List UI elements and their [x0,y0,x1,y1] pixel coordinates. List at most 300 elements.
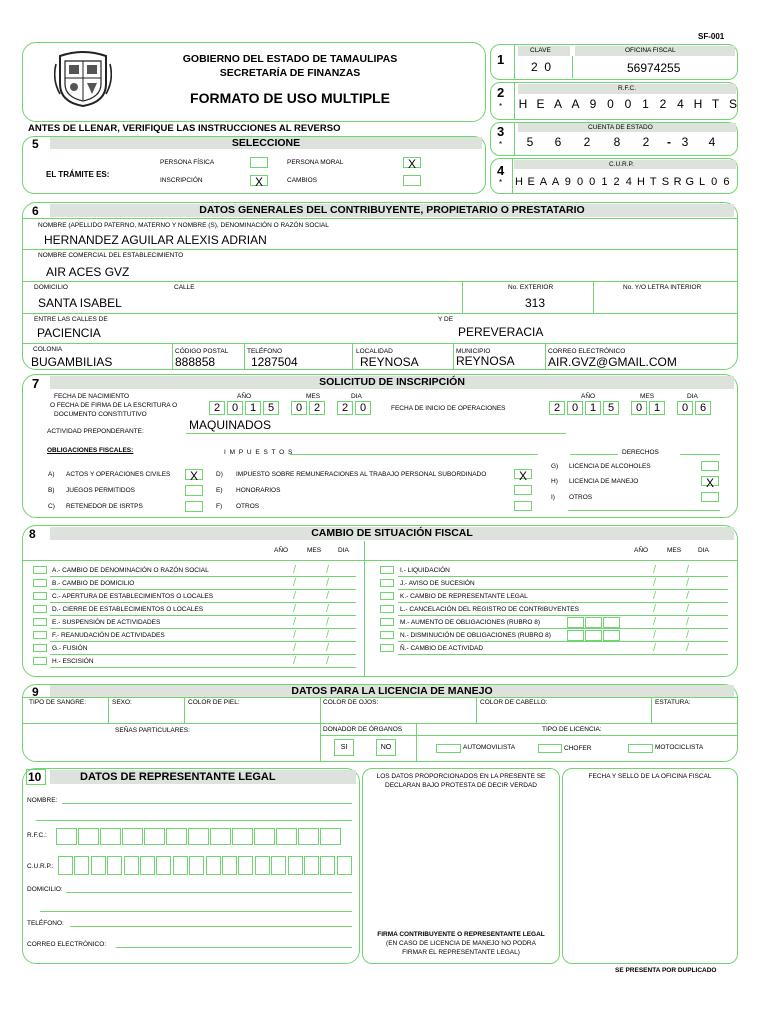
date-separator: / [686,603,690,615]
rfc-char[interactable]: H [518,97,528,111]
cambio-underline [50,602,356,603]
rfc-char[interactable]: A [553,97,562,111]
derecho-checkbox[interactable]: X [701,476,719,486]
rep-curp-cell[interactable] [222,856,237,875]
curp-char[interactable]: 0 [589,176,596,188]
rep-curp-cell[interactable] [206,856,221,875]
color-piel-label: COLOR DE PIEL: [188,699,240,706]
rep-rfc-cell[interactable] [232,828,253,845]
cuenta-estado-char[interactable]: 2 [642,135,650,149]
rubro-cell[interactable] [567,630,584,641]
date-separator: / [653,629,657,641]
rubro-cell[interactable] [567,617,584,628]
automovilista-checkbox[interactable] [436,744,461,753]
rfc-label: R.F.C. [618,85,637,92]
section-7-panel [22,374,738,518]
cambio-underline [50,654,356,655]
year-label: AÑO [274,547,289,554]
date-separator: / [653,603,657,615]
sexo-label: SEXO: [112,699,132,706]
date-digit-cell[interactable]: 2 [209,401,225,415]
rep-rfc-cell[interactable] [298,828,319,845]
rep-rfc-cell[interactable] [254,828,275,845]
rfc-char[interactable]: 4 [677,97,684,111]
exterior-value[interactable]: 313 [525,296,546,310]
rep-rfc-label: R.F.C.: [27,832,47,839]
date-separator: / [686,642,690,654]
date-separator: / [326,603,330,615]
cuenta-estado-char[interactable]: 8 [613,135,621,149]
cambio-checkbox[interactable] [33,605,47,613]
section-number: 5 [32,137,39,151]
obligation-letter: E) [216,487,223,494]
cambio-underline [50,628,356,629]
date-separator: / [686,629,690,641]
municipio-label: MUNICIPIO [456,348,491,355]
chofer-checkbox[interactable] [538,744,562,753]
required-mark: * [499,178,503,187]
firma-line-3: FIRMAR EL REPRESENTANTE LEGAL) [402,949,520,956]
derecho-label: LICENCIA DE MANEJO [569,478,639,485]
section-7-title: SOLICITUD DE INSCRIPCIÓN [319,376,465,388]
date-digit-cell[interactable]: 6 [695,401,711,415]
cambios-label: CAMBIOS [287,177,317,184]
entre-calles-label: ENTRE LAS CALLES DE [34,316,108,323]
rep-curp-cell[interactable] [124,856,139,875]
date-separator: / [326,590,330,602]
cambio-underline [398,641,728,642]
cuenta-estado-label: CUENTA DE ESTADO [588,124,653,131]
cuenta-estado-char[interactable]: 2 [583,135,591,149]
date-digit-cell[interactable]: 0 [567,401,583,415]
rubro-cell[interactable] [585,630,602,641]
rubro-cell[interactable] [585,617,602,628]
cambio-checkbox[interactable] [33,631,47,639]
section-number: 7 [32,376,40,391]
cambio-underline [398,602,728,603]
cambio-label: F.- REANUDACIÓN DE ACTIVIDADES [52,632,165,639]
rep-rfc-cell[interactable] [210,828,231,845]
date-separator: / [686,564,690,576]
cambio-checkbox[interactable] [380,631,394,639]
curp-char[interactable]: L [698,176,706,188]
correo-label: CORREO ELECTRÓNICO [548,348,626,355]
rubro-cell[interactable] [603,630,620,641]
rep-domicilio-label: DOMICILIO: [27,886,63,893]
cambio-underline [398,654,728,655]
date-digit-cell[interactable]: 2 [337,401,353,415]
firma-line-2: (EN CASO DE LICENCIA DE MANEJO NO PODRA [386,940,536,947]
date-separator: / [653,564,657,576]
cambio-checkbox[interactable] [33,618,47,626]
obligation-label: IMPUESTO SOBRE REMUNERACIONES AL TRABAJO PERSONAL SUBORDINADO [236,471,487,478]
obligation-label: OTROS [236,503,260,510]
motociclista-checkbox[interactable] [628,744,653,753]
cambio-label: M.- AUMENTO DE OBLIGACIONES (RUBRO 8) [400,619,541,626]
persona-moral-checkbox[interactable]: X [403,157,421,168]
obligation-letter: B) [48,487,55,494]
cuenta-estado-char[interactable]: 4 [708,135,716,149]
rep-rfc-cell[interactable] [144,828,165,845]
date-separator: / [293,655,297,667]
form-title: FORMATO DE USO MULTIPLE [190,90,390,106]
curp-char[interactable]: 4 [625,176,632,188]
estatura-label: ESTATURA: [655,699,691,706]
month-label: MES [306,393,321,400]
date-separator: / [686,577,690,589]
section-5-title: SELECCIONE [231,137,301,149]
cambio-checkbox[interactable] [33,644,47,652]
cambio-checkbox[interactable] [33,566,47,574]
derecho-label: OTROS [569,494,593,501]
entre-calle-2-value[interactable]: PEREVERACIA [458,325,544,339]
rep-telefono-line[interactable] [70,926,352,927]
nombre-label: NOMBRE (APELLIDO PATERNO, MATERNO Y NOMBRE (S), DENOMINACIÓN O RAZÓN SOCIAL [38,222,329,229]
rep-rfc-cell[interactable] [188,828,209,845]
codigo-postal-label: CÓDIGO POSTAL [175,348,229,355]
section-number: 2 [497,85,505,100]
date-separator: / [293,577,297,589]
date-separator: / [293,642,297,654]
curp-char[interactable]: S [661,176,670,188]
motociclista-label: MOTOCICLISTA [655,744,704,751]
obligaciones-label: OBLIGACIONES FISCALES: [47,447,134,454]
inscripcion-checkbox[interactable]: X [250,175,268,186]
rep-curp-cell[interactable] [189,856,204,875]
curp-char[interactable]: 9 [564,176,571,188]
rfc-char[interactable]: E [536,97,545,111]
derechos-label: DERECHOS [622,449,659,456]
rep-nombre-line[interactable] [62,803,352,804]
cambio-underline [398,589,728,590]
required-mark: * [499,140,503,149]
rfc-char[interactable]: 1 [642,97,649,111]
form-code: SF-001 [698,32,725,41]
date-digit-cell[interactable]: 1 [649,401,665,415]
date-separator: / [326,577,330,589]
rfc-char[interactable]: H [693,97,703,111]
date-separator: / [326,629,330,641]
curp-char[interactable]: H [515,176,523,188]
curp-char[interactable]: 2 [613,176,620,188]
municipio-value[interactable]: REYNOSA [456,354,515,368]
persona-fisica-checkbox[interactable] [250,157,268,168]
exterior-label: No. EXTERIOR [508,284,554,291]
month-label: MES [667,547,682,554]
nombre-comercial-label: NOMBRE COMERCIAL DEL ESTABLECIMIENTO [38,252,184,259]
fecha-nacimiento-label: FECHA DE NACIMIENTO [54,393,130,400]
inscripcion-label: INSCRIPCIÓN [160,177,203,184]
obligation-label: RETENEDOR DE ISRTPS [66,503,143,510]
cambio-label: E.- SUSPENSIÓN DE ACTIVIDADES [52,619,161,626]
oficina-fiscal-label: OFICINA FISCAL [625,47,676,54]
rep-nombre-label: NOMBRE: [27,797,58,804]
cambio-underline [50,576,356,577]
telefono-value[interactable]: 1287504 [251,355,298,369]
date-digit-cell[interactable]: 5 [263,401,279,415]
rep-curp-cell[interactable] [288,856,303,875]
rfc-char[interactable]: 9 [589,97,597,111]
color-ojos-label: COLOR DE OJOS: [323,699,379,706]
fecha-sello-label: FECHA Y SELLO DE LA OFICINA FISCAL [588,773,712,780]
curp-char[interactable]: A [551,176,560,188]
cuenta-estado-char[interactable]: - [667,135,671,149]
cambio-label: L.- CANCELACIÓN DEL REGISTRO DE CONTRIBUYENTES [400,606,579,613]
cambio-checkbox[interactable] [33,657,47,665]
y-de-label: Y DE [438,316,454,323]
cambio-label: G.- FUSIÓN [52,645,88,652]
rep-rfc-cell[interactable] [276,828,297,845]
curp-char[interactable]: T [649,176,657,188]
calle-label: CALLE [174,284,195,291]
date-separator: / [326,616,330,628]
section-number: 6 [32,204,39,218]
derecho-letter: I) [551,494,555,501]
obligation-checkbox[interactable] [514,485,532,495]
rfc-char[interactable]: A [571,97,580,111]
day-label: DIA [351,393,362,400]
cuenta-estado-char[interactable]: 6 [554,135,562,149]
rubro-cell[interactable] [603,617,620,628]
date-separator: / [326,564,330,576]
cambio-checkbox[interactable] [380,579,394,587]
clave-value[interactable]: 2 0 [531,60,552,74]
cambio-label: N.- DISMINUCIÓN DE OBLIGACIONES (RUBRO 8) [400,632,551,639]
date-separator: / [293,629,297,641]
actividad-label: ACTIVIDAD PREPONDERANTE: [47,428,144,435]
cambio-checkbox[interactable] [380,605,394,613]
section-number: 1 [497,52,505,67]
rfc-char[interactable]: 0 [624,97,632,111]
codigo-postal-value[interactable]: 888858 [175,355,216,369]
section-number: 3 [497,124,505,139]
date-digit-cell[interactable]: 0 [631,401,647,415]
section-number: 9 [32,685,39,699]
date-digit-cell[interactable]: 0 [291,401,307,415]
cambio-label: Ñ.- CAMBIO DE ACTIVIDAD [400,645,484,652]
required-mark: * [499,102,503,111]
derecho-letter: H) [551,478,558,485]
obligation-letter: C) [48,503,55,510]
curp-char[interactable]: 0 [576,176,584,188]
rep-telefono-label: TELÉFONO: [27,920,64,927]
section-8-title: CAMBIO DE SITUACIÓN FISCAL [311,527,473,539]
obligation-label: HONORARIOS [236,487,281,494]
domicilio-label: DOMICILIO [34,284,68,291]
rep-rfc-cell[interactable] [166,828,187,845]
rep-correo-label: CORREO ELECTRÓNICO: [27,941,107,948]
curp-char[interactable]: G [685,176,695,188]
section-10-title: DATOS DE REPRESENTANTE LEGAL [80,771,276,783]
date-separator: / [686,616,690,628]
rep-curp-cell[interactable] [271,856,286,875]
curp-char[interactable]: 0 [711,176,718,188]
firma-line-1: FIRMA CONTRIBUYENTE O REPRESENTANTE LEGAL [377,931,545,938]
obligation-label: ACTOS Y OPERACIONES CIVILES [66,471,171,478]
rep-curp-cell[interactable] [91,856,106,875]
duplicado-note: SE PRESENTA POR DUPLICADO [615,967,717,974]
senas-particulares-label: SEÑAS PARTICULARES: [115,727,190,734]
curp-char[interactable]: 6 [723,176,730,188]
curp-char[interactable]: R [673,176,682,188]
obligation-letter: F) [216,503,223,510]
date-separator: / [653,577,657,589]
cambio-checkbox[interactable] [33,579,47,587]
year-label: AÑO [237,393,252,400]
interior-label: No. Y/O LETRA INTERIOR [623,284,702,291]
obligation-letter: A) [48,471,55,478]
rep-curp-cell[interactable] [337,856,352,875]
date-separator: / [686,590,690,602]
date-separator: / [293,564,297,576]
cambio-underline [50,615,356,616]
localidad-label: LOCALIDAD [356,348,393,355]
sello-panel [562,768,738,964]
colonia-label: COLONIA [33,346,63,353]
cambio-label: H.- ESCISIÓN [52,658,94,665]
localidad-value[interactable]: REYNOSA [360,355,419,369]
date-digit-cell[interactable]: 1 [585,401,601,415]
rep-curp-cell[interactable] [58,856,73,875]
rep-rfc-cell[interactable] [56,828,77,845]
section-9-title: DATOS PARA LA LICENCIA DE MANEJO [291,685,493,697]
obligation-checkbox[interactable]: X [185,469,203,480]
derecho-checkbox[interactable] [701,492,719,502]
year-label: AÑO [581,393,596,400]
rep-curp-cell[interactable] [140,856,155,875]
cambio-label: A.- CAMBIO DE DENOMINACIÓN O RAZÓN SOCIAL [52,567,209,574]
obligation-checkbox[interactable]: X [514,469,532,479]
correo-value[interactable]: AIR.GVZ@GMAIL.COM [548,355,677,369]
donador-organos-label: DONADOR DE ÓRGANOS [323,726,403,733]
rep-curp-cell[interactable] [107,856,122,875]
cambio-checkbox[interactable] [380,618,394,626]
rep-domicilio-line[interactable] [66,892,352,893]
day-label: DIA [687,393,698,400]
tipo-licencia-label: TIPO DE LICENCIA: [542,726,602,733]
obligation-letter: D) [216,471,223,478]
rep-curp-cell[interactable] [173,856,188,875]
rep-curp-cell[interactable] [238,856,253,875]
cambio-label: B.- CAMBIO DE DOMICILIO [52,580,135,587]
fecha-inicio-label: FECHA DE INICIO DE OPERACIONES [391,405,506,412]
rep-curp-label: C.U.R.P.: [27,863,54,870]
fecha-escritura-label: O FECHA DE FIRMA DE LA ESCRITURA O [50,402,178,409]
documento-constitutivo-label: DOCUMENTO CONSTITUTIVO [54,411,147,418]
curp-char[interactable]: E [527,176,535,188]
rep-curp-cell[interactable] [156,856,171,875]
date-separator: / [653,590,657,602]
oficina-fiscal-value[interactable]: 56974255 [627,61,681,75]
date-digit-cell[interactable]: 0 [355,401,371,415]
derecho-letter: G) [551,463,559,470]
actividad-value[interactable]: MAQUINADOS [189,418,272,432]
donador-si-checkbox[interactable]: SI [334,739,354,756]
cambio-label: I.- LIQUIDACIÓN [400,567,450,574]
cambio-checkbox[interactable] [380,566,394,574]
rep-curp-cell[interactable] [304,856,319,875]
obligation-label: JUEGOS PERMITIDOS [66,487,135,494]
rfc-char[interactable]: S [728,97,737,111]
rep-rfc-cell[interactable] [100,828,121,845]
obligation-checkbox[interactable] [514,501,532,511]
color-cabello-label: COLOR DE CABELLO: [480,699,548,706]
protesta-line-2: DECLARAN BAJO PROTESTA DE DECIR VERDAD [385,782,537,789]
year-label: AÑO [634,547,649,554]
cambio-checkbox[interactable] [33,592,47,600]
rfc-char[interactable]: 2 [659,97,667,111]
rep-curp-cell[interactable] [320,856,335,875]
colonia-value[interactable]: BUGAMBILIAS [31,355,113,369]
date-digit-cell[interactable]: 2 [549,401,565,415]
secretariat-name: SECRETARÍA DE FINANZAS [219,67,361,79]
nombre-value[interactable]: HERNANDEZ AGUILAR ALEXIS ADRIAN [44,233,267,247]
rep-correo-line[interactable] [116,947,352,948]
date-digit-cell[interactable]: 0 [677,401,693,415]
donador-no-checkbox[interactable]: NO [376,739,396,756]
date-digit-cell[interactable]: 1 [245,401,261,415]
rfc-char[interactable]: T [711,97,720,111]
rep-rfc-cell[interactable] [78,828,99,845]
rep-curp-cell[interactable] [74,856,89,875]
cambio-underline [398,576,728,577]
curp-label: C.U.R.P. [609,161,634,168]
cambio-underline [398,628,728,629]
nombre-comercial-value[interactable]: AIR ACES GVZ [46,265,130,279]
day-label: DIA [698,547,709,554]
curp-char[interactable]: H [637,176,645,188]
curp-char[interactable]: 1 [601,176,608,188]
month-label: MES [307,547,322,554]
cambio-underline [50,641,356,642]
entre-calle-1-value[interactable]: PACIENCIA [37,326,101,340]
clave-label: CLAVE [530,47,551,54]
calle-value[interactable]: SANTA ISABEL [38,296,122,310]
persona-moral-label: PERSONA MORAL [287,159,344,166]
section-number: 10 [28,770,42,784]
derecho-checkbox[interactable] [701,461,719,471]
date-separator: / [293,590,297,602]
cambio-checkbox[interactable] [380,592,394,600]
cambio-underline [50,667,356,668]
section-number: 8 [29,527,36,541]
government-name: GOBIERNO DEL ESTADO DE TAMAULIPAS [182,53,398,65]
tipo-sangre-label: TIPO DE SANGRE: [29,699,87,706]
rep-rfc-cell[interactable] [122,828,143,845]
date-separator: / [293,603,297,615]
day-label: DIA [338,547,349,554]
curp-char[interactable]: A [539,176,548,188]
obligation-checkbox[interactable] [185,501,203,512]
cambio-underline [50,589,356,590]
obligation-checkbox[interactable] [185,485,203,496]
month-label: MES [640,393,655,400]
rep-rfc-cell[interactable] [320,828,341,845]
impuestos-label: I M P U E S T O S [224,449,294,456]
date-digit-cell[interactable]: 2 [309,401,325,415]
date-separator: / [326,655,330,667]
cambio-checkbox[interactable] [380,644,394,652]
cuenta-estado-char[interactable]: 3 [681,135,689,149]
rfc-char[interactable]: 0 [607,97,614,111]
date-digit-cell[interactable]: 5 [603,401,619,415]
date-digit-cell[interactable]: 0 [227,401,243,415]
cambios-checkbox[interactable] [403,175,421,186]
cuenta-estado-char[interactable]: 5 [526,135,534,149]
rep-curp-cell[interactable] [255,856,270,875]
date-separator: / [653,616,657,628]
instructions-note: ANTES DE LLENAR, VERIFIQUE LAS INSTRUCCIONES AL REVERSO [28,123,341,134]
